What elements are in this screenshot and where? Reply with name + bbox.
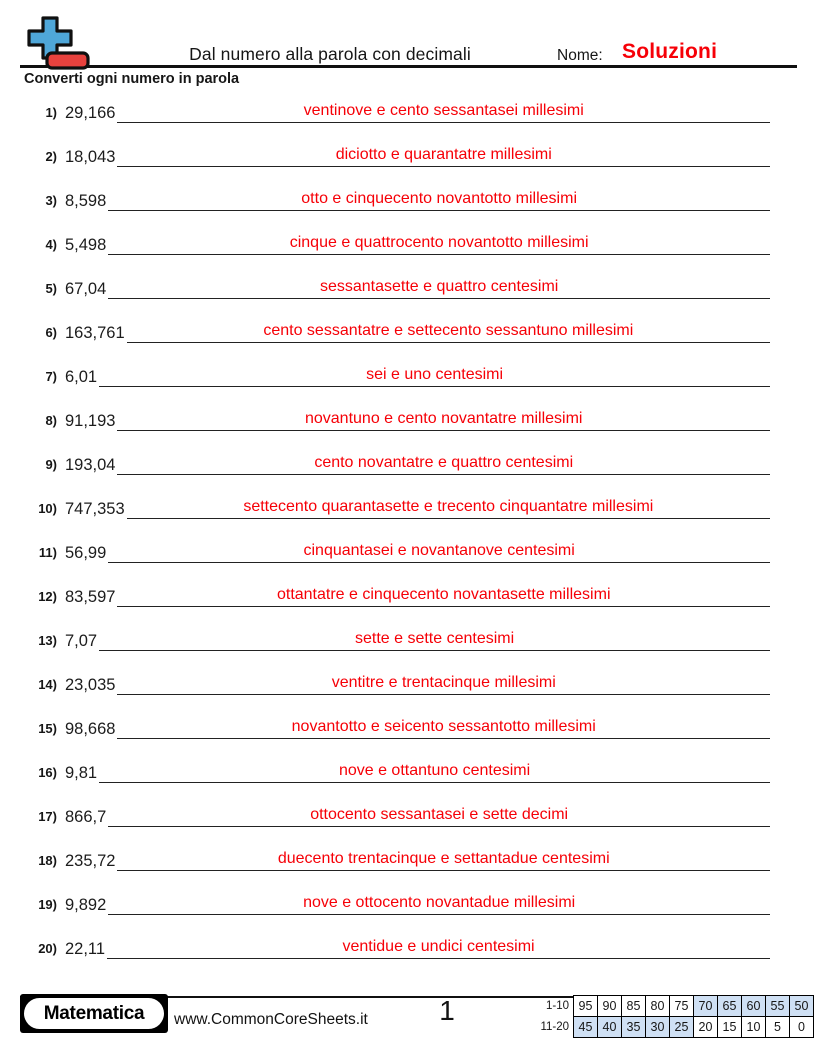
answer-blank-line — [108, 805, 770, 827]
problem-number: 15) — [38, 721, 57, 736]
worksheet-title: Dal numero alla parola con decimali — [189, 44, 471, 64]
problem-number: 4) — [45, 237, 57, 252]
answer-blank-line — [108, 893, 770, 915]
answer-text: ventitre e trentacinque millesimi — [331, 674, 556, 691]
problem-number: 5) — [45, 281, 57, 296]
answer-blank-line — [127, 321, 770, 343]
problem-value: 747,353 — [65, 500, 125, 518]
answer-blank-line — [108, 189, 770, 211]
problem-number: 9) — [45, 457, 57, 472]
problem-number: 8) — [45, 413, 57, 428]
problem-number: 1) — [45, 105, 57, 120]
score-table — [528, 995, 814, 1038]
problem-number: 6) — [45, 325, 57, 340]
problem-row — [30, 607, 770, 651]
problem-number: 12) — [38, 589, 57, 604]
answer-text: cinquantasei e novantanove centesimi — [303, 542, 575, 559]
score-row-label: 1-10 — [545, 1000, 569, 1012]
score-cell: 85 — [622, 996, 646, 1017]
problem-row — [30, 211, 770, 255]
answer-text: sessantasette e quattro centesimi — [319, 278, 559, 295]
problem-value: 5,498 — [65, 236, 107, 254]
answer-blank-line — [107, 937, 770, 959]
problem-row — [30, 343, 770, 387]
problem-row — [30, 739, 770, 783]
score-cell: 10 — [742, 1017, 766, 1038]
instruction-text: Converti ogni numero in parola — [24, 71, 240, 87]
answer-blank-line — [117, 145, 770, 167]
problem-row — [30, 475, 770, 519]
problem-row — [30, 871, 770, 915]
score-cell: 20 — [694, 1017, 718, 1038]
problem-value: 7,07 — [65, 632, 98, 650]
problem-number: 14) — [38, 677, 57, 692]
problem-row — [30, 255, 770, 299]
problem-value: 6,01 — [65, 368, 98, 386]
answer-text: cento sessantatre e settecento sessantuno millesimi — [263, 322, 634, 339]
problem-value: 56,99 — [65, 544, 107, 562]
score-cell: 50 — [790, 996, 814, 1017]
answer-blank-line — [108, 277, 770, 299]
score-cell: 70 — [694, 996, 718, 1017]
answer-blank-line — [117, 585, 770, 607]
answer-text: ottantatre e cinquecento novantasette millesimi — [276, 586, 611, 603]
problem-row — [30, 123, 770, 167]
problem-row — [30, 827, 770, 871]
score-cell: 80 — [646, 996, 670, 1017]
problem-row — [30, 167, 770, 211]
answer-text: novantuno e cento novantatre millesimi — [304, 410, 583, 427]
problem-number: 16) — [38, 765, 57, 780]
score-cell: 60 — [742, 996, 766, 1017]
problem-value: 91,193 — [65, 412, 116, 430]
answer-text: novantotto e seicento sessantotto millesimi — [291, 718, 596, 735]
problems-list — [30, 79, 770, 959]
answer-blank-line — [127, 497, 770, 519]
answer-text: diciotto e quarantatre millesimi — [335, 146, 552, 163]
name-label: Nome: — [557, 47, 603, 64]
problem-number: 7) — [45, 369, 57, 384]
problem-value: 18,043 — [65, 148, 116, 166]
score-cell: 95 — [574, 996, 598, 1017]
score-row — [528, 996, 814, 1017]
answer-text: settecento quarantasette e trecento cinquantatre millesimi — [243, 498, 654, 515]
header-divider — [20, 65, 797, 68]
problem-value: 235,72 — [65, 852, 116, 870]
website-url: www.CommonCoreSheets.it — [174, 1011, 368, 1028]
problem-row — [30, 695, 770, 739]
answer-blank-line — [99, 365, 770, 387]
problem-number: 18) — [38, 853, 57, 868]
problem-number: 3) — [45, 193, 57, 208]
answer-text: ventidue e undici centesimi — [342, 938, 535, 955]
problem-number: 11) — [38, 545, 57, 560]
problem-value: 23,035 — [65, 676, 116, 694]
score-cell: 90 — [598, 996, 622, 1017]
answer-blank-line — [117, 849, 770, 871]
answer-text: cinque e quattrocento novantotto millesimi — [289, 234, 589, 251]
problem-value: 67,04 — [65, 280, 107, 298]
answer-text: nove e ottantuno centesimi — [338, 762, 531, 779]
problem-value: 9,892 — [65, 896, 107, 914]
score-cell: 0 — [790, 1017, 814, 1038]
problem-row — [30, 651, 770, 695]
problem-row — [30, 783, 770, 827]
brand-label: Matematica — [24, 998, 164, 1029]
score-cell: 55 — [766, 996, 790, 1017]
answer-blank-line — [117, 673, 770, 695]
problem-row — [30, 79, 770, 123]
answer-text: ottocento sessantasei e sette decimi — [310, 806, 569, 823]
answer-blank-line — [117, 717, 770, 739]
problem-value: 22,11 — [65, 940, 106, 958]
score-cell: 45 — [574, 1017, 598, 1038]
answer-text: ventinove e cento sessantasei millesimi — [303, 102, 584, 119]
answer-blank-line — [108, 541, 770, 563]
problem-number: 10) — [38, 501, 57, 516]
answer-text: duecento trentacinque e settantadue centesimi — [277, 850, 610, 867]
score-cell: 35 — [622, 1017, 646, 1038]
problem-row — [30, 519, 770, 563]
answer-blank-line — [99, 629, 770, 651]
answer-blank-line — [108, 233, 770, 255]
answer-blank-line — [117, 101, 770, 123]
score-cell: 75 — [670, 996, 694, 1017]
score-row — [528, 1017, 814, 1038]
answer-text: nove e ottocento novantadue millesimi — [303, 894, 576, 911]
problem-number: 17) — [38, 809, 57, 824]
answer-blank-line — [99, 761, 770, 783]
problem-value: 9,81 — [65, 764, 98, 782]
problem-row — [30, 431, 770, 475]
problem-value: 8,598 — [65, 192, 107, 210]
answer-text: sette e sette centesimi — [354, 630, 515, 647]
answer-text: cento novantatre e quattro centesimi — [314, 454, 574, 471]
answer-text: sei e uno centesimi — [366, 366, 504, 383]
problem-number: 13) — [38, 633, 57, 648]
score-cell: 65 — [718, 996, 742, 1017]
problem-value: 193,04 — [65, 456, 116, 474]
plus-minus-math-icon — [24, 8, 92, 77]
problem-value: 83,597 — [65, 588, 116, 606]
problem-row — [30, 915, 770, 959]
problem-value: 29,166 — [65, 104, 116, 122]
brand-badge — [20, 994, 168, 1033]
problem-number: 19) — [38, 897, 57, 912]
problem-row — [30, 387, 770, 431]
problem-value: 98,668 — [65, 720, 116, 738]
solutions-value: Soluzioni — [622, 40, 718, 63]
problem-value: 866,7 — [65, 808, 107, 826]
problem-row — [30, 563, 770, 607]
problem-number: 20) — [38, 941, 57, 956]
answer-blank-line — [117, 453, 770, 475]
answer-blank-line — [117, 409, 770, 431]
score-row-label: 11-20 — [540, 1021, 569, 1033]
score-cell: 25 — [670, 1017, 694, 1038]
page-number: 1 — [439, 995, 455, 1026]
problem-row — [30, 299, 770, 343]
answer-text: otto e cinquecento novantotto millesimi — [301, 190, 577, 207]
problem-value: 163,761 — [65, 324, 125, 342]
problem-number: 2) — [45, 149, 57, 164]
score-cell: 40 — [598, 1017, 622, 1038]
score-cell: 5 — [766, 1017, 790, 1038]
score-cell: 30 — [646, 1017, 670, 1038]
score-cell: 15 — [718, 1017, 742, 1038]
